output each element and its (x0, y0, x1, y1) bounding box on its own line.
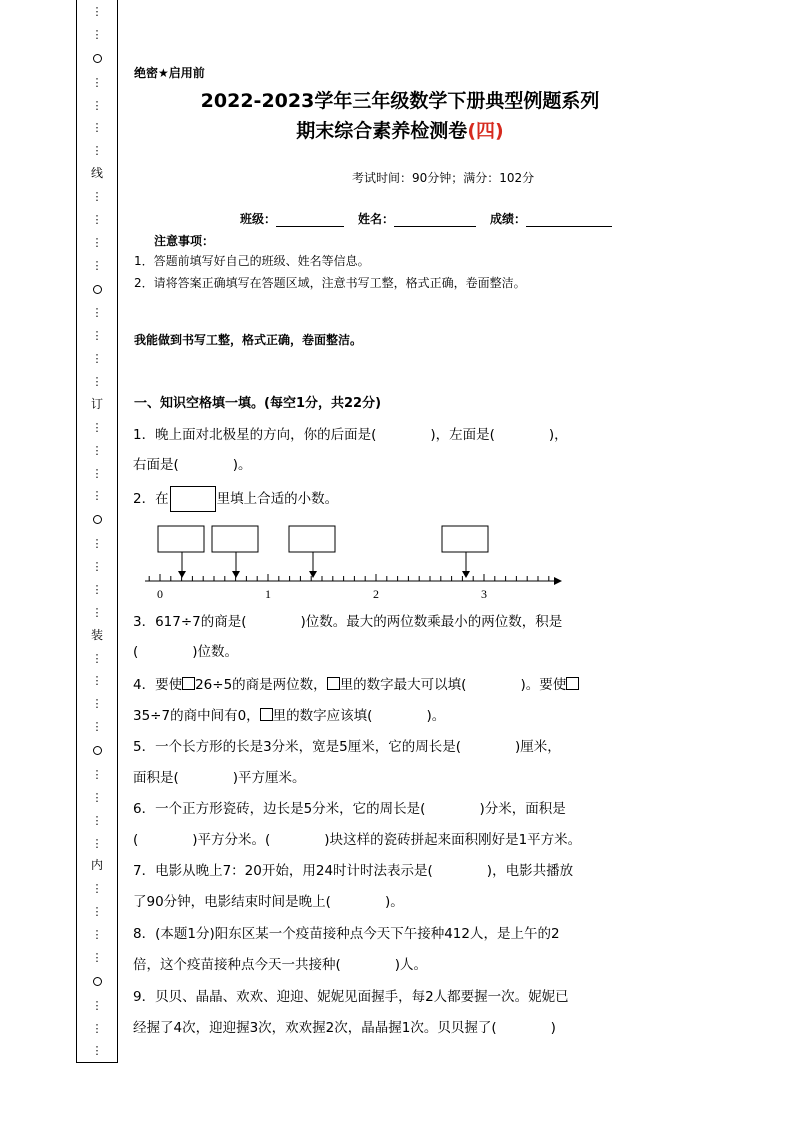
binding-circle (93, 515, 102, 524)
binding-dot: ⋮ (91, 651, 103, 665)
question-1-line-1: 1．晚上面对北极星的方向，你的后面是( )，左面是( )， (133, 427, 568, 443)
question-6-line-1: 6．一个正方形瓷砖，边长是5分米，它的周长是( )分米，面积是 (133, 801, 566, 817)
note-item: 2．请将答案正确填写在答题区域，注意书写工整，格式正确，卷面整洁。 (134, 276, 526, 290)
binding-dot: ⋮ (91, 998, 103, 1012)
question-5-line-2: 面积是( )平方厘米。 (133, 770, 306, 786)
binding-dots (77, 0, 117, 1063)
binding-dot: ⋮ (91, 674, 103, 688)
binding-dot: ⋮ (91, 306, 103, 320)
binding-dot: ⋮ (91, 258, 103, 272)
student-info-row (240, 210, 612, 227)
binding-dot: ⋮ (91, 144, 103, 158)
question-5-line-1: 5．一个长方形的长是3分米，宽是5厘米，它的周长是( )厘米， (133, 739, 561, 755)
binding-dot: ⋮ (91, 767, 103, 781)
binding-circle (93, 977, 102, 986)
tick-label-0: 0 (157, 587, 163, 601)
digit-box[interactable] (182, 677, 195, 690)
question-9-line-1: 9．贝贝、晶晶、欢欢、迎迎、妮妮见面握手，每2人都要握一次。妮妮已 (133, 989, 569, 1005)
binding-dot: ⋮ (91, 1044, 103, 1058)
question-1-line-2: 右面是( )。 (133, 457, 252, 473)
section-title: 一、知识空格填一填。(每空1分，共22分) (134, 396, 382, 411)
binding-dot: ⋮ (91, 443, 103, 457)
question-7-line-1: 7．电影从晚上7：20开始，用24时计时法表示是( )，电影共播放 (133, 863, 574, 879)
exam-time: 考试时间：90分钟；满分：102分 (352, 171, 535, 185)
binding-char: 内 (90, 858, 103, 873)
answer-box-2[interactable] (212, 526, 258, 552)
binding-dot: ⋮ (91, 790, 103, 804)
binding-dot: ⋮ (91, 98, 103, 112)
binding-dot: ⋮ (91, 905, 103, 919)
question-8-line-2: 倍，这个疫苗接种点今天一共接种( )人。 (133, 957, 428, 973)
binding-dot: ⋮ (91, 352, 103, 366)
question-8-line-1: 8．(本题1分)阳东区某一个疫苗接种点今天下午接种412人，是上午的2 (133, 926, 560, 942)
binding-char: 线 (90, 166, 103, 181)
binding-dot: ⋮ (91, 375, 103, 388)
answer-box-1[interactable] (158, 526, 204, 552)
note-item: 1．答题前填写好自己的班级、姓名等信息。 (134, 254, 370, 268)
binding-dot: ⋮ (91, 605, 103, 619)
binding-dot: ⋮ (91, 5, 103, 18)
confidential-label: 绝密★启用前 (134, 66, 205, 80)
pledge-text: 我能做到书写工整，格式正确，卷面整洁。 (134, 333, 363, 347)
binding-dot: ⋮ (91, 489, 103, 503)
question-3-line-1: 3．617÷7的商是( )位数。最大的两位数乘最小的两位数，积是 (133, 614, 563, 630)
binding-dot: ⋮ (91, 420, 103, 434)
axis-arrow (554, 577, 562, 585)
subtitle-main: 期末综合素养检测卷 (296, 120, 468, 142)
pointer-arrow-3 (309, 571, 317, 578)
binding-circle (93, 746, 102, 755)
page-title: 2022-2023学年三年级数学下册典型例题系列 (200, 90, 600, 112)
binding-dot: ⋮ (91, 329, 103, 343)
class-blank[interactable] (276, 213, 344, 227)
binding-char: 订 (90, 396, 103, 411)
binding-dot: ⋮ (91, 836, 103, 850)
binding-dot: ⋮ (91, 560, 103, 573)
digit-box[interactable] (566, 677, 579, 690)
tick-label-3: 3 (481, 587, 487, 601)
question-4-line-2: 35÷7的商中间有0， 里的数字应该填( )。 (133, 708, 446, 724)
binding-dot: ⋮ (91, 27, 103, 41)
binding-dot: ⋮ (91, 466, 103, 480)
binding-dot: ⋮ (91, 190, 103, 203)
score-field: 成绩： (490, 210, 612, 227)
binding-dot: ⋮ (91, 720, 103, 734)
notes-title: 注意事项： (154, 234, 215, 248)
page-subtitle (150, 116, 650, 143)
number-line-figure (140, 524, 570, 604)
question-2: 2．在 里填上合适的小数。 (133, 486, 338, 512)
answer-box-4[interactable] (442, 526, 488, 552)
binding-dot: ⋮ (91, 212, 103, 226)
name-blank[interactable] (394, 213, 476, 227)
binding-dot: ⋮ (91, 582, 103, 596)
binding-dot: ⋮ (91, 121, 103, 135)
binding-char: 装 (90, 627, 103, 642)
question-4-line-1: 4．要使 26÷5的商是两位数， 里的数字最大可以填( )。要使 (133, 673, 579, 693)
binding-dot: ⋮ (91, 882, 103, 896)
answer-box[interactable] (170, 486, 216, 512)
binding-dot: ⋮ (91, 235, 103, 249)
question-3-line-2: ( )位数。 (133, 644, 239, 660)
question-9-line-2: 经握了4次，迎迎握3次，欢欢握2次，晶晶握1次。贝贝握了( ) (133, 1020, 556, 1036)
binding-circle (93, 54, 102, 63)
binding-dot: ⋮ (91, 1021, 103, 1035)
subtitle-number: (四) (467, 120, 504, 142)
score-blank[interactable] (526, 213, 612, 227)
binding-dot: ⋮ (91, 928, 103, 941)
name-field: 姓名： (358, 210, 476, 227)
question-6-line-2: ( )平方分米。( )块这样的瓷砖拼起来面积刚好是1平方米。 (133, 832, 582, 848)
binding-dot: ⋮ (91, 75, 103, 89)
class-field: 班级： (240, 210, 344, 227)
digit-box-ref (260, 708, 273, 721)
binding-dot: ⋮ (91, 697, 103, 711)
tick-label-2: 2 (373, 587, 379, 601)
binding-dot: ⋮ (91, 950, 103, 964)
answer-box-3[interactable] (289, 526, 335, 552)
binding-dot: ⋮ (91, 537, 103, 551)
digit-box-ref (327, 677, 340, 690)
binding-margin (76, 0, 118, 1063)
pointer-arrow-4 (462, 571, 470, 578)
tick-label-1: 1 (265, 587, 271, 601)
question-7-line-2: 了90分钟，电影结束时间是晚上( )。 (133, 894, 404, 910)
binding-circle (93, 285, 102, 294)
binding-dot: ⋮ (91, 813, 103, 827)
